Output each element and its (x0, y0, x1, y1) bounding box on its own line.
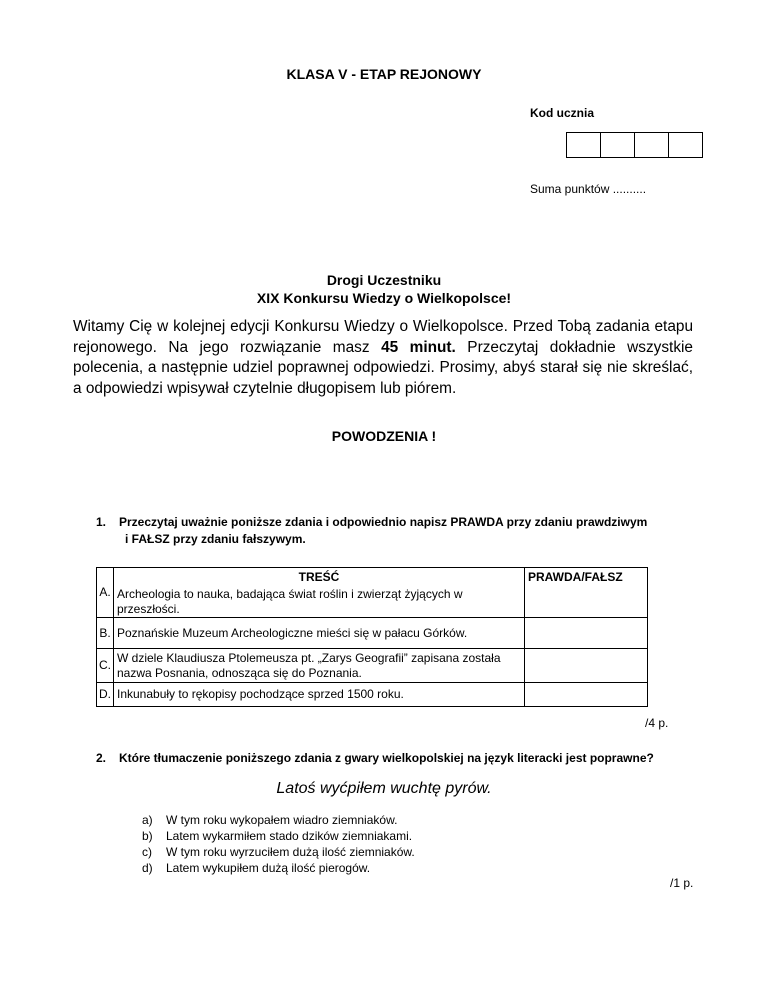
q1-points: /4 p. (645, 716, 669, 730)
q2-points: /1 p. (670, 876, 694, 890)
option-a-mark: a) (142, 813, 153, 827)
row-d-letter: D. (97, 683, 114, 707)
row-b-text: Poznańskie Muzeum Archeologiczne mieści się w pałacu Górków. (114, 618, 525, 649)
intro-part-2: Przeczytaj dokładnie wszystkie polecenia, a następnie udziel poprawnej odpowiedzi. Prosimy, abyś starał się nie skreślać, a odpowiedzi wpisywał czytelnie długopisem lub piórem. (73, 338, 693, 397)
row-a-text: Archeologia to nauka, badająca świat roślin i zwierząt żyjących w przeszłości. (114, 587, 525, 618)
code-box-3[interactable] (635, 133, 669, 157)
option-b[interactable] (142, 828, 415, 844)
q2-number: 2. (96, 751, 107, 765)
column-header-answer: PRAWDA/FAŁSZ (525, 568, 648, 587)
code-box-2[interactable] (601, 133, 635, 157)
intro-paragraph (73, 317, 693, 399)
student-code-label: Kod ucznia (530, 106, 595, 120)
option-a-text: W tym roku wykopałem wiadro ziemniaków. (166, 813, 398, 827)
option-a[interactable] (142, 812, 415, 828)
row-c-answer[interactable] (525, 649, 648, 683)
row-a-answer[interactable] (525, 587, 648, 618)
answer-options (142, 812, 415, 876)
option-d-mark: d) (142, 861, 153, 875)
student-code-boxes[interactable] (566, 132, 703, 158)
greeting-line-2: XIX Konkursu Wiedzy o Wielkopolsce! (256, 290, 512, 306)
q1-text-line-1: Przeczytaj uważnie poniższe zdania i odpowiednio napisz PRAWDA przy zdaniu prawdziwym (119, 515, 648, 529)
option-d[interactable] (142, 860, 415, 876)
row-d-text: Inkunabuły to rękopisy pochodzące sprzed 1500 roku. (114, 683, 525, 707)
greeting-line-1: Drogi Uczestniku (326, 272, 442, 288)
good-luck-heading: POWODZENIA ! (331, 428, 437, 444)
option-c[interactable] (142, 844, 415, 860)
code-box-4[interactable] (669, 133, 702, 157)
option-c-mark: c) (142, 845, 152, 859)
option-b-mark: b) (142, 829, 153, 843)
row-a-letter: A. (97, 568, 114, 618)
true-false-table (96, 567, 648, 707)
row-d-answer[interactable] (525, 683, 648, 707)
dialect-sentence: Latoś wyćpiłem wuchtę pyrów. (276, 780, 492, 797)
row-c-text: W dziele Klaudiusza Ptolemeusza pt. „Zarys Geografii” zapisana została nazwa Posnania, odnosząca się do Poznania. (114, 649, 525, 683)
intro-time-limit: 45 minut. (381, 338, 456, 356)
column-header-content: TREŚĆ (114, 568, 525, 587)
row-b-answer[interactable] (525, 618, 648, 649)
row-b-letter: B. (97, 618, 114, 649)
option-c-text: W tym roku wyrzuciłem dużą ilość ziemniaków. (166, 845, 415, 859)
q1-text-line-2: i FAŁSZ przy zdaniu fałszywym. (125, 532, 306, 546)
option-d-text: Latem wykupiłem dużą ilość pierogów. (166, 861, 371, 875)
score-label: Suma punktów .......... (530, 182, 647, 196)
page-title: KLASA V - ETAP REJONOWY (286, 66, 482, 82)
q1-number: 1. (96, 515, 107, 529)
row-c-letter: C. (97, 649, 114, 683)
q2-text: Które tłumaczenie poniższego zdania z gwary wielkopolskiej na język literacki jest poprawne? (119, 751, 654, 765)
code-box-1[interactable] (567, 133, 601, 157)
intro-part-1: Witamy Cię w kolejnej edycji Konkursu Wiedzy o Wielkopolsce. Przed Tobą zadania etapu rejonowego. Na jego rozwiązanie masz (73, 318, 693, 356)
option-b-text: Latem wykarmiłem stado dzików ziemniakami. (166, 829, 413, 843)
